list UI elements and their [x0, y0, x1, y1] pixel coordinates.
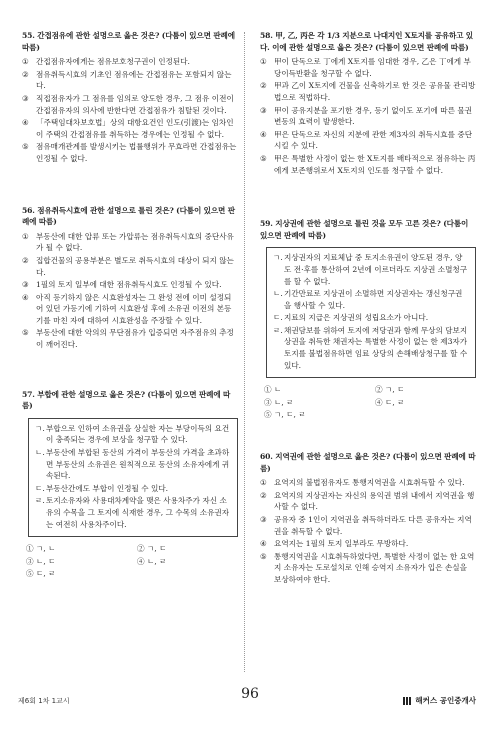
- exam-session-label: 제6회 1차 1교시: [18, 697, 70, 705]
- question-stem: 56. 점유취득시효에 관한 설명으로 틀린 것은? (다툼이 있으면 판례에 따름): [22, 205, 235, 227]
- page-number: 96: [241, 686, 259, 702]
- option[interactable]: ① 甲이 단독으로 丁에게 X토지를 임대한 경우, 乙은 丁에게 부당이득반환을 청구할 수 없다.: [260, 57, 471, 78]
- option[interactable]: ② 집합건물의 공용부분은 별도로 취득시효의 대상이 되지 않는다.: [22, 255, 234, 277]
- options: [22, 56, 238, 164]
- answer-choice[interactable]: ③ ㄴ, ㄷ: [26, 556, 56, 566]
- question-59: [260, 218, 476, 421]
- answer-choice[interactable]: ④ ㄷ, ㄹ: [375, 397, 405, 407]
- statement: ㄹ. 채권담보를 위하여 토지에 저당권과 함께 무상의 담보지상권을 취득한 채권자는 특별한 사정이 없는 한 제3자가 토지를 불법점유하면 임료 상당의 손해배상청구를 할 수 있다.: [273, 325, 468, 370]
- left-column: [22, 30, 238, 580]
- answer-choice[interactable]: ② ㄱ, ㄷ: [137, 544, 167, 554]
- statement: ㄱ. 부합으로 인하여 소유권을 상실한 자는 부당이득의 요건이 충족되는 경우에 보상을 청구할 수 있다.: [35, 423, 230, 445]
- question-60: [260, 451, 476, 586]
- option[interactable]: ② 요역지의 지상권자는 자신의 용익권 범위 내에서 지역권을 행사할 수 없다.: [260, 490, 475, 512]
- options: [260, 477, 476, 585]
- option[interactable]: ④ 甲은 단독으로 자신의 지분에 관한 제3자의 취득시효를 중단시킬 수 있다.: [260, 129, 473, 151]
- page-footer: [0, 684, 500, 714]
- answer-choice[interactable]: ① ㄴ: [264, 385, 282, 395]
- option[interactable]: ② 점유취득시효의 기초인 점유에는 간접점유는 포함되지 않는다.: [22, 69, 232, 91]
- right-column: [260, 30, 476, 587]
- answer-choice[interactable]: ② ㄱ, ㄷ: [375, 385, 405, 395]
- question-stem: 55. 간접점유에 관한 설명으로 옳은 것은? (다툼이 있으면 판례에 따름): [22, 31, 235, 52]
- option[interactable]: ③ 甲이 공유지분을 포기한 경우, 등기 없이도 포기에 따른 물권변동의 효력이 발생한다.: [260, 105, 473, 127]
- option[interactable]: ⑤ 부동산에 대한 악의의 무단점유가 입증되면 자주점유의 추정이 깨어진다.: [22, 328, 234, 350]
- question-stem: 58. 甲, 乙, 丙은 각 1/3 지분으로 나대지인 X토지를 공유하고 있다. 이에 관한 설명으로 옳은 것은? (다툼이 있으면 판례에 따름): [260, 31, 473, 52]
- option[interactable]: ① 간접점유자에게는 점유보호청구권이 인정된다.: [22, 57, 190, 67]
- brand-logo: [403, 695, 476, 706]
- option[interactable]: ④ 아직 등기하지 않은 시효완성자는 그 완성 전에 이미 설정되어 있던 가등기에 기하여 시효완성 후에 소유권 이전의 본등기를 마친 자에 대하여 시효완성을 주장할 수 있다.: [22, 292, 232, 325]
- question-stem: 60. 지역권에 관한 설명으로 옳은 것은? (다툼이 있으면 판례에 따름): [260, 452, 476, 473]
- statement: ㄹ. 토지소유자와 사용대차계약을 맺은 사용차주가 자신 소유의 수목을 그 토지에 식재한 경우, 그 수목의 소유권자는 여전히 사용차주이다.: [35, 496, 230, 529]
- question-stem: 59. 지상권에 관한 설명으로 틀린 것을 모두 고른 것은? (다툼이 있으면 판례에 따름): [260, 219, 469, 240]
- answer-choice[interactable]: ④ ㄴ, ㄹ: [137, 556, 167, 566]
- answer-choices: [260, 384, 476, 421]
- option[interactable]: ① 부동산에 대한 압류 또는 가압류는 점유취득시효의 중단사유가 될 수 없다.: [22, 231, 234, 253]
- option[interactable]: ④ 요역지는 1필의 토지 일부라도 무방하다.: [260, 539, 409, 549]
- option[interactable]: ⑤ 甲은 특별한 사정이 없는 한 X토지를 배타적으로 점유하는 丙에게 보존행위로서 X토지의 인도를 청구할 수 없다.: [260, 153, 476, 175]
- answer-choice[interactable]: ③ ㄴ, ㄹ: [264, 397, 294, 407]
- question-55: [22, 30, 238, 165]
- answer-choice[interactable]: ⑤ ㄱ, ㄷ, ㄹ: [264, 410, 306, 420]
- statement-box: [28, 418, 238, 537]
- question-58: [260, 30, 476, 176]
- options: [22, 231, 238, 351]
- brand-name: 해커스 공인중개사: [415, 696, 476, 705]
- question-56: [22, 205, 238, 351]
- column-divider: [244, 32, 245, 672]
- statement: ㄱ. 지상권자의 지료체납 중 토지소유권이 양도된 경우, 양도 전·후를 통산하여 2년에 이르더라도 지상권 소멸청구를 할 수 없다.: [273, 253, 468, 286]
- option[interactable]: ③ 직접점유자가 그 점유를 임의로 양도한 경우, 그 점유 이전이 간접점유자의 의사에 반한다면 간접점유가 침탈된 것이다.: [22, 93, 234, 115]
- brand-mark-icon: [403, 697, 411, 705]
- option[interactable]: ③ 공유자 중 1인이 지역권을 취득하더라도 다른 공유자는 지역권을 취득할 수 없다.: [260, 515, 472, 536]
- option[interactable]: ② 甲과 乙이 X토지에 건물을 신축하기로 한 것은 공유물 관리방법으로 적법하다.: [260, 81, 476, 102]
- statement-box: [266, 247, 476, 378]
- question-stem: 57. 부합에 관한 설명으로 옳은 것은? (다툼이 있으면 판례에 따름): [22, 389, 231, 411]
- statement: ㄴ. 부동산에 부합된 동산의 가격이 부동산의 가격을 초과하면 부동산의 소유권은 원칙적으로 동산의 소유자에게 귀속된다.: [35, 448, 230, 481]
- answer-choice[interactable]: ① ㄱ, ㄴ: [26, 544, 56, 554]
- option[interactable]: ④ 「주택임대차보호법」상의 대항요건인 인도(引渡)는 임차인이 주택의 간접점유를 취득하는 경우에는 인정될 수 없다.: [22, 118, 234, 139]
- option[interactable]: ⑤ 점유매개관계를 발생시키는 법률행위가 무효라면 간접점유는 인정될 수 없다.: [22, 142, 237, 163]
- option[interactable]: ③ 1필의 토지 일부에 대한 점유취득시효도 인정될 수 있다.: [22, 280, 222, 290]
- option[interactable]: ① 요역지의 불법점유자도 통행지역권을 시효취득할 수 있다.: [260, 478, 465, 488]
- answer-choices: [22, 543, 238, 580]
- statement: ㄷ. 지료의 지급은 지상권의 성립요소가 아니다.: [273, 313, 429, 323]
- statement: ㄷ. 부동산간에도 부합이 인정될 수 있다.: [35, 483, 169, 493]
- statement: ㄴ. 기간만료로 지상권이 소멸하면 지상권자는 갱신청구권을 행사할 수 있다.: [273, 289, 463, 310]
- option[interactable]: ⑤ 통행지역권을 시효취득하였다면, 특별한 사정이 없는 한 요역지 소유자는 도로설치로 인해 승역지 소유자가 입은 손실을 보상하여야 한다.: [260, 551, 475, 584]
- options: [260, 56, 476, 176]
- question-57: [22, 389, 238, 580]
- answer-choice[interactable]: ⑤ ㄷ, ㄹ: [26, 569, 56, 579]
